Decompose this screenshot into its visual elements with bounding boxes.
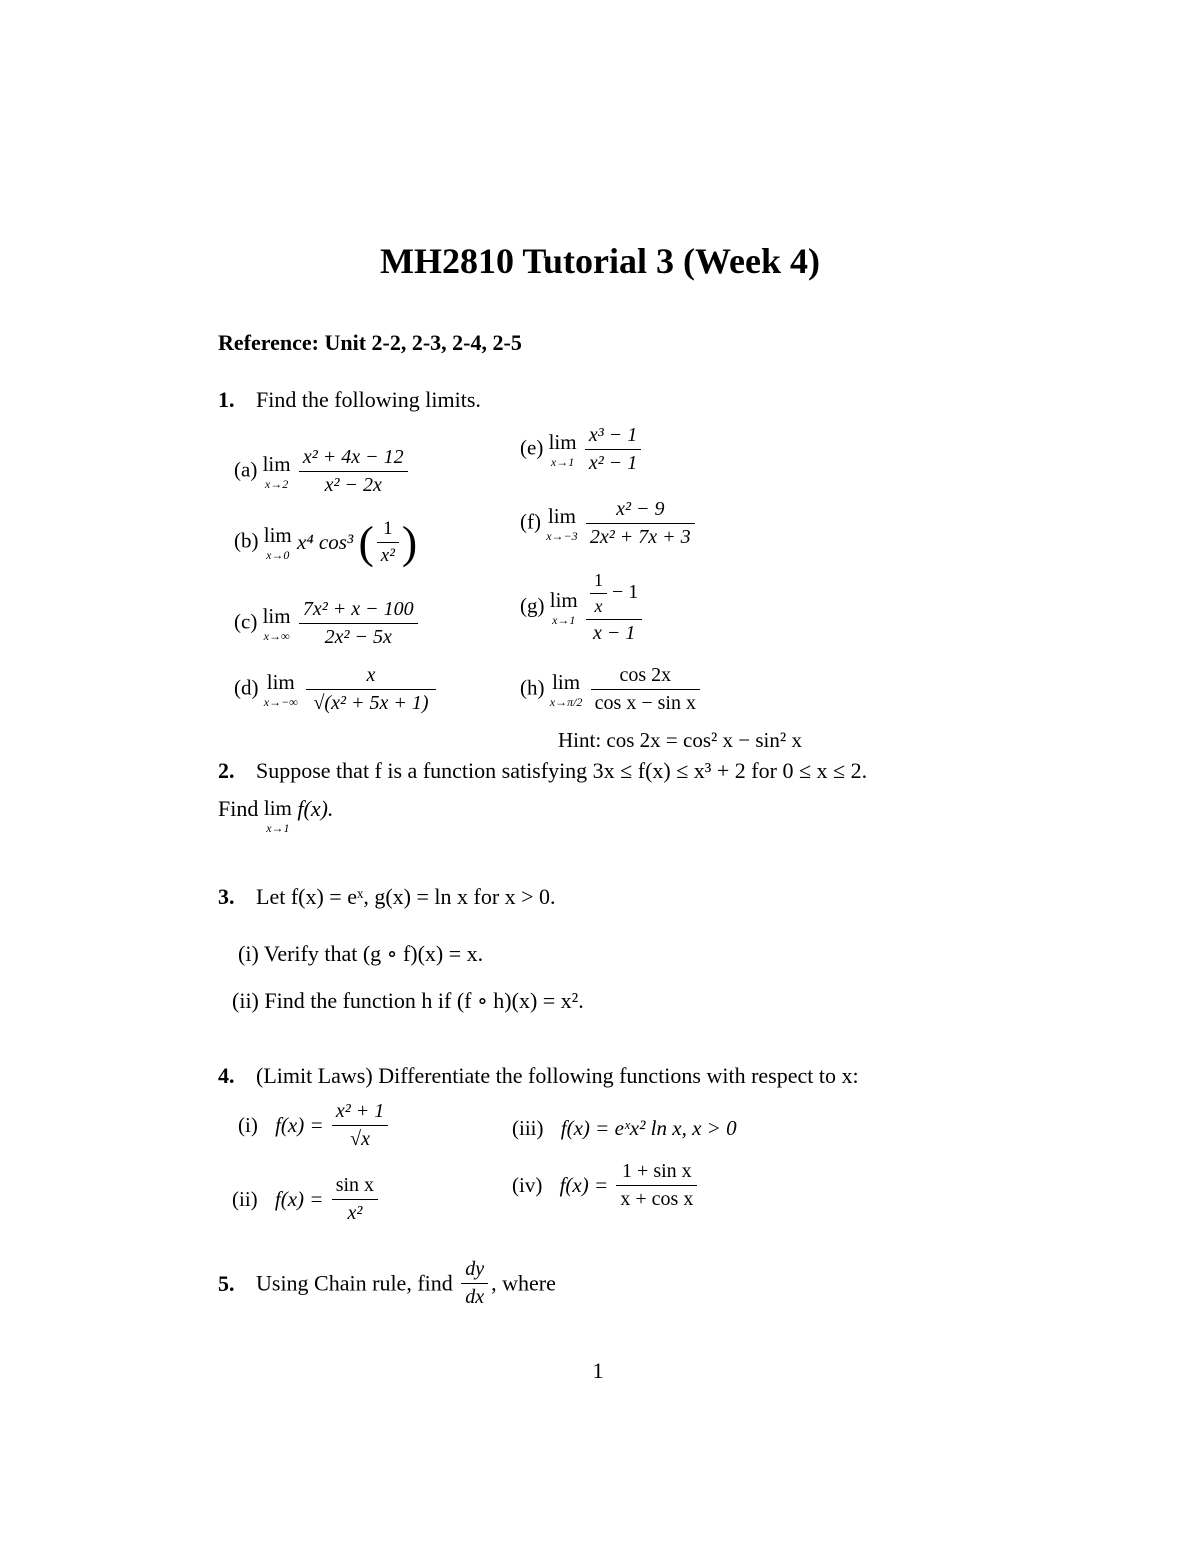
limit-h-label: (h) (520, 675, 545, 700)
question-3-part-i: (i) Verify that (g ∘ f)(x) = x. (238, 941, 484, 966)
question-4-part-iii: (iii) f(x) = eˣx² ln x, x > 0 (512, 1116, 737, 1140)
question-2-limit: lim x→1 (263, 796, 292, 835)
limit-g-fraction: $\frac{1}{x}$ − 1 x − 1 (586, 570, 642, 645)
limit-c (234, 598, 421, 649)
limit-c-fraction: $\frac{\text{7x² + x − 100}}{\text{2x² − 5x}}$ (299, 598, 418, 649)
question-2 (218, 758, 867, 784)
limit-b-label: (b) (234, 528, 259, 553)
limit-f (520, 498, 698, 549)
limit-f-fraction: $\frac{\text{x² − 9}}{\text{2x² + 7x + 3}}$ (586, 498, 695, 549)
limit-e-operator: lim x→1 (548, 429, 577, 469)
limit-e-label: (e) (520, 435, 544, 460)
question-3-text: Let f(x) = eˣ, g(x) = ln x for x > 0. (256, 884, 556, 909)
limit-a-operator: lim x→2 (262, 451, 291, 491)
limit-b (234, 518, 417, 567)
question-1-number: 1. (218, 387, 235, 412)
limit-e-fraction: $\frac{\text{x³ − 1}}{\text{x² − 1}}$ (585, 424, 641, 475)
page-title: MH2810 Tutorial 3 (Week 4) (380, 241, 820, 281)
limit-d-fraction: $\frac{x}{\text{√(x² + 5x + 1)}}$ (306, 664, 436, 715)
limit-h-fraction: $\frac{\cos 2x}{\text{cos x − sin x}}$ (591, 664, 700, 715)
dy-dx-fraction: $\frac{dy}{dx}$ (461, 1258, 488, 1309)
question-4 (218, 1063, 859, 1089)
question-4-part-iv: (iv) f(x) = $\frac{\text{1 + sin x}}{\text{x + cos x}}$ (512, 1160, 700, 1211)
limit-g-operator: lim x→1 (549, 587, 578, 627)
question-1-header (218, 387, 481, 413)
question-5-text: Using Chain rule, find (256, 1270, 453, 1296)
left-paren-icon: ( (358, 516, 374, 568)
question-2-text: Suppose that f is a function satisfying 3x ≤ f(x) ≤ x³ + 2 for 0 ≤ x ≤ 2. (256, 758, 868, 783)
limit-f-label: (f) (520, 509, 541, 534)
question-2-number: 2. (218, 758, 235, 783)
limit-d-operator: lim x→−∞ (263, 669, 298, 709)
reference-line: Reference: Unit 2-2, 2-3, 2-4, 2-5 (218, 330, 522, 355)
limit-c-operator: lim x→∞ (262, 603, 291, 643)
limit-b-operator: lim x→0 (263, 522, 292, 562)
question-4-iv-fraction: $\frac{\text{1 + sin x}}{\text{x + cos x}}$ (616, 1160, 697, 1211)
limit-h-operator: lim x→π/2 (549, 669, 583, 709)
question-3-part-ii: (ii) Find the function h if (f ∘ h)(x) = x². (232, 988, 584, 1013)
limit-h-hint: Hint: cos 2x = cos² x − sin² x (558, 728, 802, 752)
limit-a-fraction: $\frac{\text{x² + 4x − 12}}{\text{x² − 2x}}$ (299, 446, 408, 497)
right-paren-icon: ) (401, 516, 418, 568)
question-3 (218, 884, 556, 910)
question-5: 5. Using Chain rule, find $\frac{dy}{dx}$ , where (218, 1258, 556, 1308)
limit-b-expression: x⁴ cos³ (297, 530, 354, 554)
limit-g-inner-fraction: $\frac{1}{x}$ (590, 570, 607, 617)
limit-a (234, 446, 411, 497)
limit-g-label: (g) (520, 593, 545, 618)
limit-a-label: (a) (234, 457, 258, 482)
limit-f-operator: lim x→−3 (546, 503, 578, 543)
limit-h (520, 664, 703, 715)
question-2-find: Find lim x→1 f(x). (218, 796, 334, 835)
question-5-number: 5. (218, 1270, 235, 1296)
limit-d (234, 664, 439, 715)
limit-e (520, 424, 644, 475)
question-4-i-fraction: $\frac{\text{x² + 1}}{√x}$ (332, 1100, 388, 1151)
question-4-ii-fraction: $\frac{\text{sin x}}{\text{x²}}$ (332, 1174, 378, 1225)
question-4-part-ii: (ii) f(x) = $\frac{\text{sin x}}{\text{x²}}$ (232, 1174, 381, 1225)
limit-g (520, 570, 645, 645)
limit-b-fraction: $\frac{1}{\text{x²}}$ (377, 518, 399, 567)
question-4-part-i: (i) f(x) = $\frac{\text{x² + 1}}{√x}$ (238, 1100, 391, 1151)
question-4-number: 4. (218, 1063, 235, 1088)
question-4-text: (Limit Laws) Differentiate the following functions with respect to x: (256, 1063, 859, 1088)
question-3-number: 3. (218, 884, 235, 909)
question-1-text: Find the following limits. (256, 387, 481, 412)
limit-d-label: (d) (234, 675, 259, 700)
page-number: 1 (592, 1358, 604, 1383)
limit-c-label: (c) (234, 609, 258, 634)
